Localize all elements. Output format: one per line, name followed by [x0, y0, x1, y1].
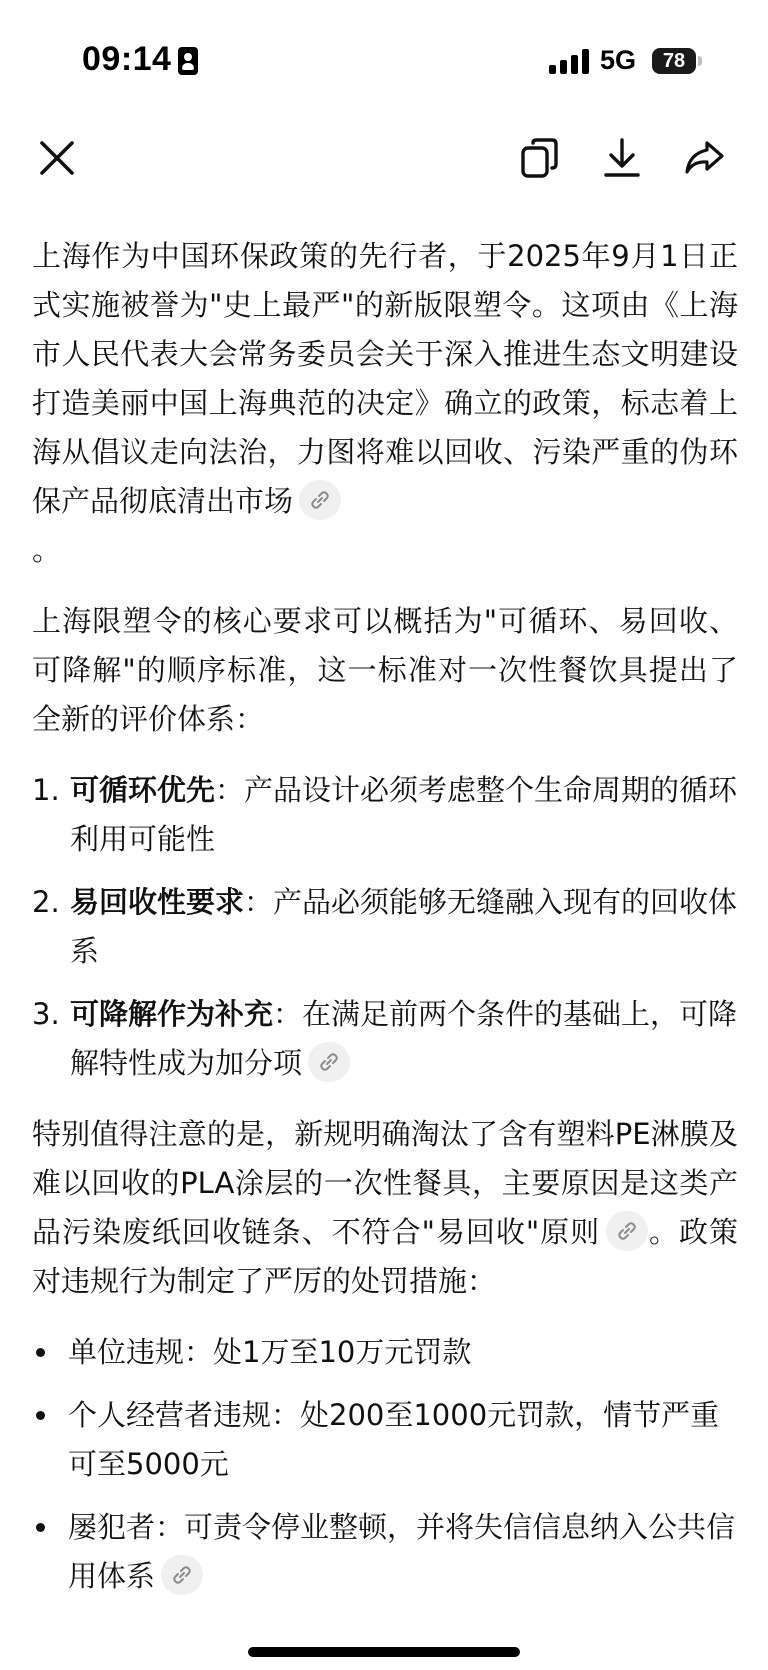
- paragraph-core-requirements: 上海限塑令的核心要求可以概括为"可循环、易回收、可降解"的顺序标准，这一标准对一次性餐饮具提出了全新的评价体系：: [32, 604, 738, 736]
- list-item-title: 易回收性要求: [70, 885, 245, 919]
- list-number: 3.: [32, 997, 60, 1031]
- paragraph-intro: [32, 232, 738, 526]
- download-button[interactable]: [592, 128, 652, 188]
- list-item: 单位违规：处1万至10万元罚款: [32, 1328, 738, 1377]
- list-item-text: 屡犯者：可责令停业整顿，并将失信信息纳入公共信用体系: [68, 1510, 736, 1593]
- close-icon: [38, 139, 76, 177]
- download-icon: [602, 137, 642, 179]
- battery-tip-icon: [698, 56, 702, 66]
- source-link-button[interactable]: [308, 1042, 350, 1082]
- paragraph-notice: [32, 1110, 738, 1306]
- source-link-button[interactable]: [606, 1211, 648, 1251]
- network-type: 5G: [600, 45, 637, 75]
- top-toolbar: [0, 128, 768, 198]
- status-bar: [0, 0, 768, 120]
- share-button[interactable]: [674, 128, 734, 188]
- list-item: 个人经营者违规：处200至1000元罚款，情节严重可至5000元: [32, 1391, 738, 1489]
- list-item-text: ：产品必须能够无缝融入现有的回收体系: [70, 885, 738, 968]
- list-number: 2.: [32, 885, 60, 919]
- list-item: [32, 990, 738, 1088]
- copy-button[interactable]: [510, 128, 570, 188]
- home-indicator[interactable]: [248, 1647, 520, 1657]
- numbered-list: [32, 766, 738, 1088]
- paragraph-intro-text: 上海作为中国环保政策的先行者，于2025年9月1日正式实施被誉为"史上最严"的新版限塑令。这项由《上海市人民代表大会常务委员会关于深入推进生态文明建设打造美丽中国上海典范的决定》确立的政策，标志着上海从倡议走向法治，力图将难以回收、污染严重的伪环保产品彻底清出市场: [32, 239, 738, 518]
- paragraph-intro-end: 。: [32, 533, 62, 567]
- share-icon: [683, 139, 725, 177]
- close-button[interactable]: [27, 128, 87, 188]
- link-icon: [171, 1564, 193, 1586]
- copy-icon: [520, 137, 560, 179]
- list-number: 1.: [32, 773, 60, 807]
- list-item-text: ：在满足前两个条件的基础上，可降解特性成为加分项: [70, 997, 738, 1080]
- list-item: [32, 766, 738, 864]
- link-icon: [318, 1051, 340, 1073]
- list-item-title: 可降解作为补充: [70, 997, 274, 1031]
- source-link-button[interactable]: [299, 480, 341, 520]
- battery-indicator: 78: [652, 48, 696, 74]
- paragraph-notice-text-cont: 。政策对违规行为制定了严厉的处罚措施：: [32, 1215, 738, 1298]
- link-icon: [309, 489, 331, 511]
- source-link-button[interactable]: [161, 1555, 203, 1595]
- list-item: [32, 878, 738, 976]
- penalty-list: [32, 1328, 738, 1601]
- paragraph-notice-text: 特别值得注意的是，新规明确淘汰了含有塑料PE淋膜及难以回收的PLA涂层的一次性餐具，主要原因是这类产品污染废纸回收链条、不符合"易回收"原则: [32, 1117, 738, 1249]
- link-icon: [616, 1220, 638, 1242]
- list-item: [32, 1503, 738, 1601]
- status-time: 09:14: [82, 40, 172, 78]
- article-content: [32, 232, 738, 1615]
- list-item-text: ：产品设计必须考虑整个生命周期的循环利用可能性: [70, 773, 738, 856]
- signal-strength-icon: [549, 49, 589, 74]
- contact-card-icon: [178, 47, 198, 75]
- list-item-title: 可循环优先: [70, 773, 216, 807]
